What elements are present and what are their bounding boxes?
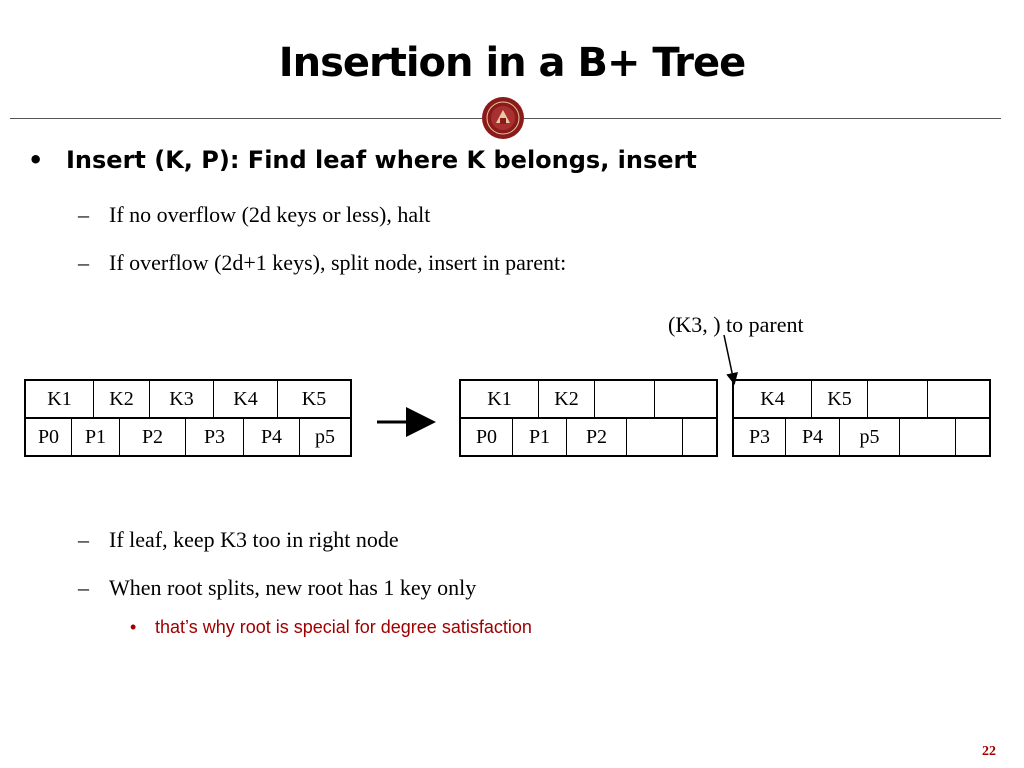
pointer-cell: p5 [840, 419, 900, 455]
dash-marker: – [78, 575, 89, 600]
key-cell: K4 [214, 381, 278, 417]
note-text: that’s why root is special for degree satisfaction [155, 617, 532, 637]
pointer-cell: P3 [734, 419, 786, 455]
subitem-text: If overflow (2d+1 keys), split node, insert in parent: [109, 250, 567, 275]
key-cell: K5 [812, 381, 868, 417]
pointer-cell: P1 [72, 419, 120, 455]
pointer-cell: P0 [461, 419, 513, 455]
bullet-marker: • [130, 617, 137, 637]
bullet-marker: • [28, 146, 44, 174]
key-cell: K1 [461, 381, 539, 417]
subitem-text: When root splits, new root has 1 key only [109, 575, 477, 600]
key-cell: K2 [94, 381, 150, 417]
parent-pointer-arrow-icon [724, 335, 734, 382]
pointer-cell: P4 [244, 419, 300, 455]
parent-label: (K3, ) to parent [668, 312, 804, 337]
subitem-text: If leaf, keep K3 too in right node [109, 527, 399, 552]
pointer-cell: P4 [786, 419, 840, 455]
pointer-cell: p5 [315, 425, 335, 448]
pointer-cell: P3 [186, 419, 244, 455]
dash-marker: – [78, 250, 89, 275]
key-cell: K3 [150, 381, 214, 417]
page-number: 22 [982, 744, 996, 759]
dash-marker: – [78, 527, 89, 552]
subitem-text: If no overflow (2d keys or less), halt [109, 202, 431, 227]
key-cell: K4 [734, 381, 812, 417]
key-cell: K1 [26, 381, 94, 417]
main-bullet-text: Insert (K, P): Find leaf where K belongs, insert [66, 146, 697, 174]
dash-marker: – [78, 202, 89, 227]
key-cell: K2 [539, 381, 595, 417]
slide-title: Insertion in a B+ Tree [278, 40, 746, 86]
pointer-cell: P2 [120, 419, 186, 455]
pointer-cell: P2 [567, 419, 627, 455]
pointer-cell: P0 [26, 419, 72, 455]
pointer-cell: P1 [513, 419, 567, 455]
note-bullet [130, 617, 532, 638]
key-cell: K5 [301, 387, 327, 410]
